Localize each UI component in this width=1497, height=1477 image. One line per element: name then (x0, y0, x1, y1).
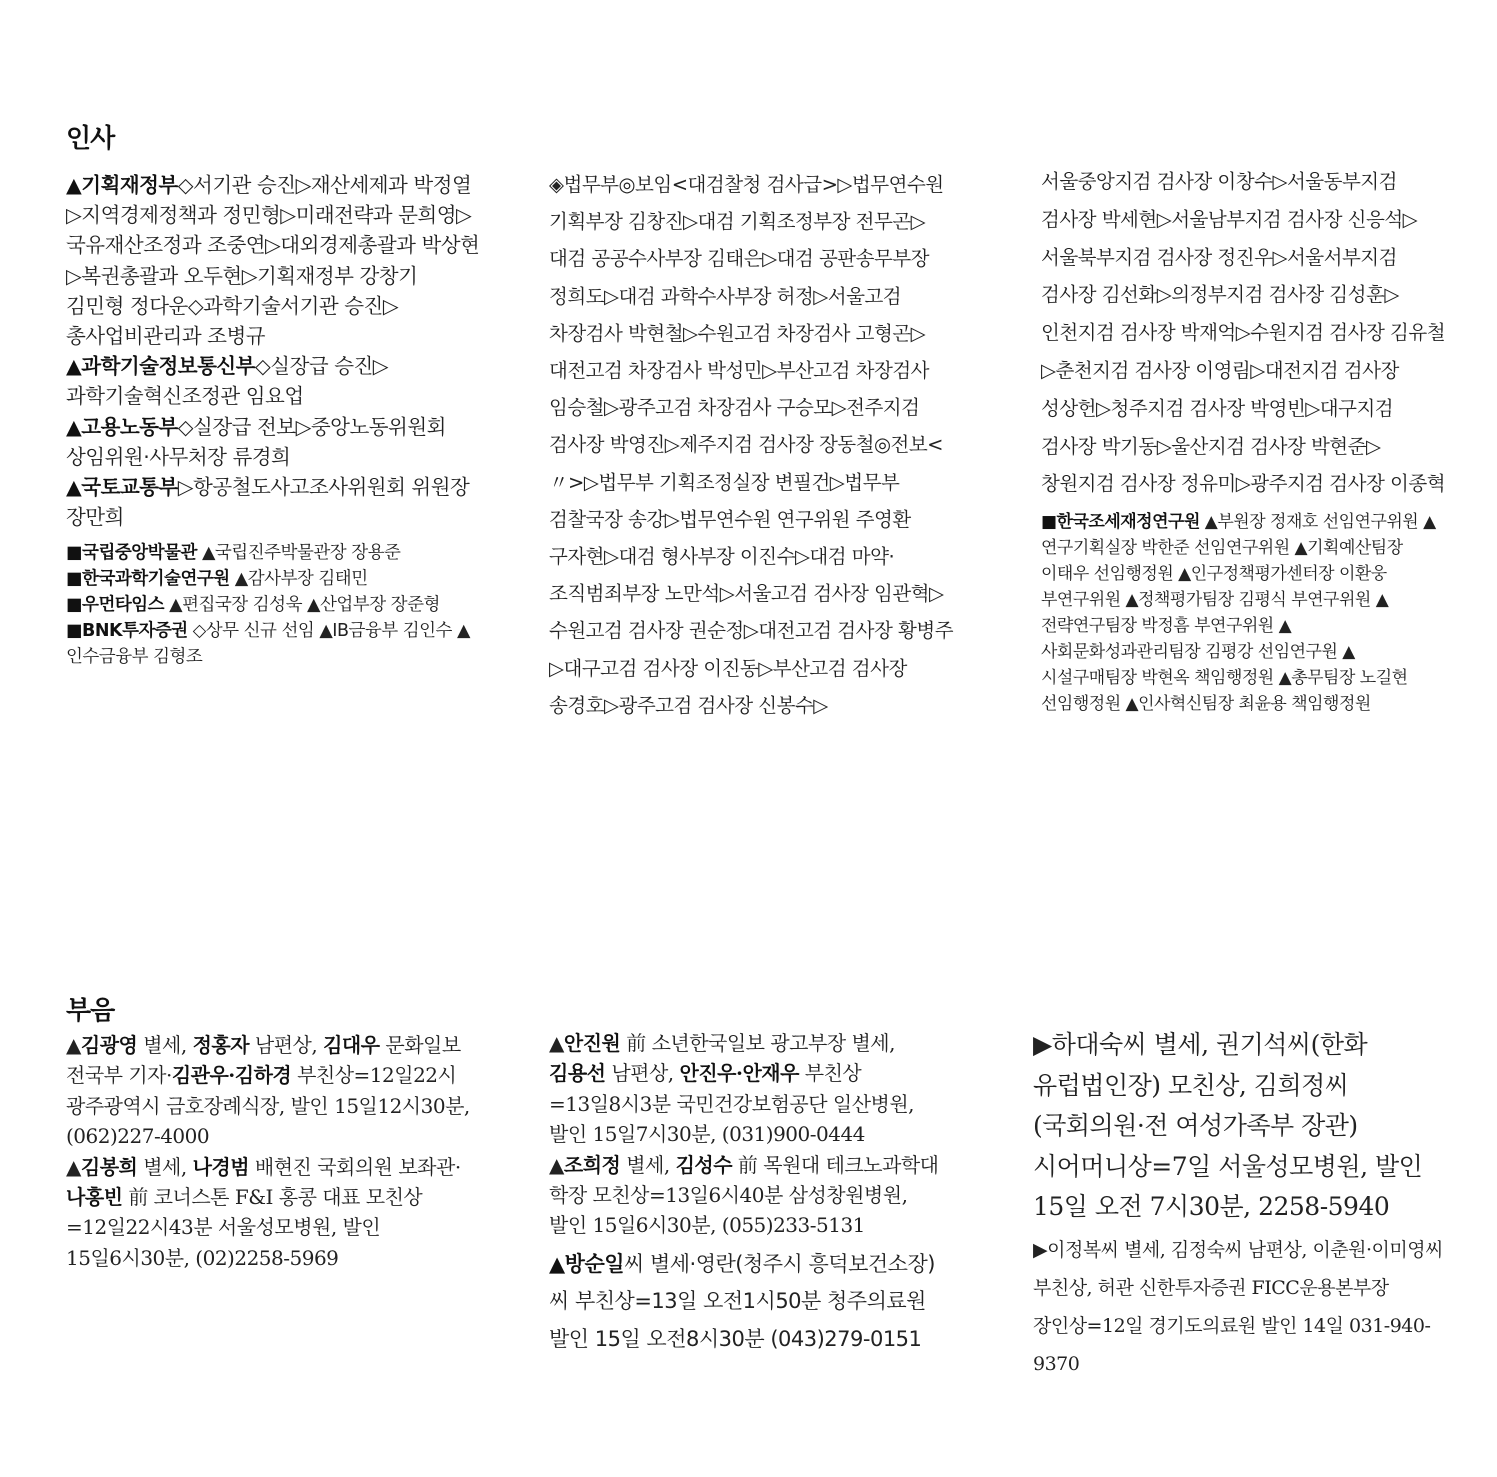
entry-text: ▲ (66, 1033, 81, 1057)
bueum-column-2 (549, 1028, 949, 1358)
section-heading-bueum: 부음 (66, 996, 115, 1026)
entry-text: ▲부원장 정재호 선임연구위원 ▲연구기획실장 박한준 선임연구위원 ▲기획예산팀장 이태우 선임행정원 ▲인구정책평가센터장 이환웅 부연구위원 ▲정책평가팀장 김평식 부연구위원 ▲전략연구팀장 박정흠 부연구위원 ▲사회문화성과관리팀장 김평강 선임연구원 ▲시설구매팀장 박현옥 책임행정원 ▲총무팀장 노길현 선임행정원 ▲인사혁신팀장 최윤용 책임행정원 (1041, 512, 1436, 715)
obituary-entry (66, 1152, 471, 1274)
entry-text: 남편상, (605, 1061, 680, 1086)
org-name: ▲국토교통부 (66, 475, 178, 500)
person-name: 김대우 (323, 1033, 380, 1057)
person-name: 김성수 (675, 1152, 733, 1177)
entry-text: ▲편집국장 김성욱 ▲산업부장 장준형 (164, 595, 440, 616)
entry-text: ◇상무 신규 선임 ▲IB금융부 김인수 ▲인수금융부 김형조 (66, 621, 470, 668)
entry-moel (66, 412, 481, 472)
person-name: 안진원 (563, 1031, 621, 1055)
entry-text: 前 코너스톤 F&I 홍콩 대표 모친상=12일22시43분 서울성모병원, 발인 15일6시30분, (02)2258-5969 (66, 1185, 423, 1270)
person-name: 정홍자 (192, 1033, 250, 1057)
person-name: 안진우·안재우 (679, 1061, 799, 1086)
entry-molit (66, 472, 481, 532)
obituary-entry: ▶이정복씨 별세, 김정숙씨 남편상, 이춘원·이미영씨 부친상, 허관 신한투자증권 FICC운용본부장 장인상=12일 경기도의료원 발인 14일 031-940-9370 (1033, 1238, 1443, 1375)
entry-text: ◇실장급 승진▷과학기술혁신조정관 임요업 (66, 354, 389, 409)
org-name: ■국립중앙박물관 (66, 543, 197, 564)
person-name: 김봉희 (80, 1154, 138, 1179)
entry-text: 남편상, (249, 1033, 324, 1057)
insa-column-2 (549, 166, 961, 724)
entry-text: ◇서기관 승진▷재산세제과 박정열▷지역경제정책과 정민형▷미래전략과 문희영▷국유재산조정과 조중연▷대외경제총괄과 박상현▷복권총괄과 오두현▷기획재정부 강창기 김민형 정다운◇과학기술서기관 승진▷총사업비관리과 조병규 (66, 173, 480, 349)
person-name: 나홍빈 (66, 1185, 123, 1210)
person-name: 김광영 (80, 1033, 138, 1057)
entry-text: ▲국립진주박물관장 장용준 (196, 543, 401, 564)
bueum-column-3 (1033, 1025, 1443, 1383)
person-name: 김관우·김하경 (171, 1063, 292, 1088)
person-name: 나경범 (192, 1154, 250, 1179)
entry-text: 별세, (620, 1152, 676, 1177)
org-name: ■우먼타임스 (66, 595, 165, 616)
person-name: 조희정 (563, 1152, 621, 1177)
obituary-entry: ▶하대숙씨 별세, 권기석씨(한화 유럽법인장) 모친상, 김희정씨(국회의원·전 여성가족부 장관) 시어머니상=7일 서울성모병원, 발인 15일 오전 7시30분, 2258-5940 (1033, 1030, 1423, 1221)
entry-womantimes (66, 592, 481, 618)
entry-msit (66, 351, 481, 411)
entry-text: ▲감사부장 김태민 (229, 569, 368, 590)
org-name: ▲과학기술정보통신부 (66, 354, 255, 379)
obituary-entry (549, 1028, 949, 1150)
entry-moef (66, 170, 481, 351)
obituary-entry (66, 1030, 471, 1152)
entry-text: ▲ (549, 1152, 564, 1177)
entry-text: ▲ (66, 1154, 81, 1179)
entry-text: 부친상=13일8시3분 국민건강보험공단 일산병원, 발인 15일7시30분, (031)900-0444 (549, 1061, 915, 1147)
entry-kist (66, 566, 481, 592)
entry-bnk (66, 618, 481, 670)
entry-text: 前 목원대 테크노과학대 학장 모친상=13일6시40분 삼성창원병원, 발인 15일6시30분, (055)233-5131 (549, 1152, 939, 1238)
entry-kipf (1041, 509, 1446, 717)
bueum-column-1 (66, 1030, 471, 1273)
entry-text: 별세, (137, 1154, 193, 1179)
obituary-entry (549, 1150, 949, 1241)
entry-text: 문화일보 전국부 기자· (66, 1033, 461, 1088)
obituary-entry (549, 1246, 949, 1359)
person-name: 방순일 (564, 1251, 625, 1276)
entry-text: 씨 별세·영란(청주시 흥덕보건소장)씨 부친상=13일 오전1시50분 청주의료원 발인 15일 오전8시30분 (043)279-0151 (549, 1251, 935, 1351)
entry-text: ▲ (549, 1031, 564, 1055)
entry-museum (66, 540, 481, 566)
entry-text: ▲ (549, 1251, 565, 1276)
entry-text: 부친상=12일22시 광주광역시 금호장례식장, 발인 15일12시30분, (062)227-4000 (66, 1063, 470, 1149)
org-name: ■BNK투자증권 (66, 621, 188, 642)
org-name: ■한국과학기술연구원 (66, 569, 230, 590)
entry-text: 前 소년한국일보 광고부장 별세, (620, 1031, 895, 1055)
org-name: ▲고용노동부 (66, 414, 178, 439)
entry-text: ▷항공철도사고조사위원회 위원장 장만희 (66, 475, 470, 530)
person-name: 김용선 (549, 1061, 606, 1086)
entry-text: ◇실장급 전보▷중앙노동위원회 상임위원·사무처장 류경희 (66, 414, 446, 469)
section-heading-insa: 인사 (66, 124, 115, 154)
entry-moj-continued: 서울중앙지검 검사장 이창수▷서울동부지검 검사장 박세현▷서울남부지검 검사장 신응석▷서울북부지검 검사장 정진우▷서울서부지검 검사장 김선화▷의정부지검 검사장 김성훈▷인천지검 검사장 박재억▷수원지검 검사장 김유철▷춘천지검 검사장 이영림▷대전지검 검사장 성상헌▷청주지검 검사장 박영빈▷대구지검 검사장 박기동▷울산지검 검사장 박현준▷창원지검 검사장 정유미▷광주지검 검사장 이종혁 (1041, 170, 1446, 496)
insa-column-1 (66, 170, 481, 670)
org-name: ▲기획재정부 (66, 173, 178, 197)
insa-column-3 (1041, 163, 1446, 717)
entry-moj: ◈법무부◎보임<대검찰청 검사급>▷법무연수원 기획부장 김창진▷대검 기획조정부장 전무곤▷대검 공공수사부장 김태은▷대검 공판송무부장 정희도▷대검 과학수사부장 허정▷서울고검 차장검사 박현철▷수원고검 차장검사 고형곤▷대전고검 차장검사 박성민▷부산고검 차장검사 임승철▷광주고검 차장검사 구승모▷전주지검 검사장 박영진▷제주지검 검사장 장동철◎전보<〃>▷법무부 기획조정실장 변필건▷법무부 검찰국장 송강▷법무연수원 연구위원 주영환 구자현▷대검 형사부장 이진수▷대검 마약·조직범죄부장 노만석▷서울고검 검사장 임관혁▷수원고검 검사장 권순정▷대전고검 검사장 황병주▷대구고검 검사장 이진동▷부산고검 검사장 송경호▷광주고검 검사장 신봉수▷ (549, 173, 954, 717)
entry-text: 별세, (137, 1033, 193, 1057)
org-name: ■한국조세재정연구원 (1041, 512, 1200, 533)
entry-text: 배현진 국회의원 보좌관· (249, 1154, 461, 1179)
